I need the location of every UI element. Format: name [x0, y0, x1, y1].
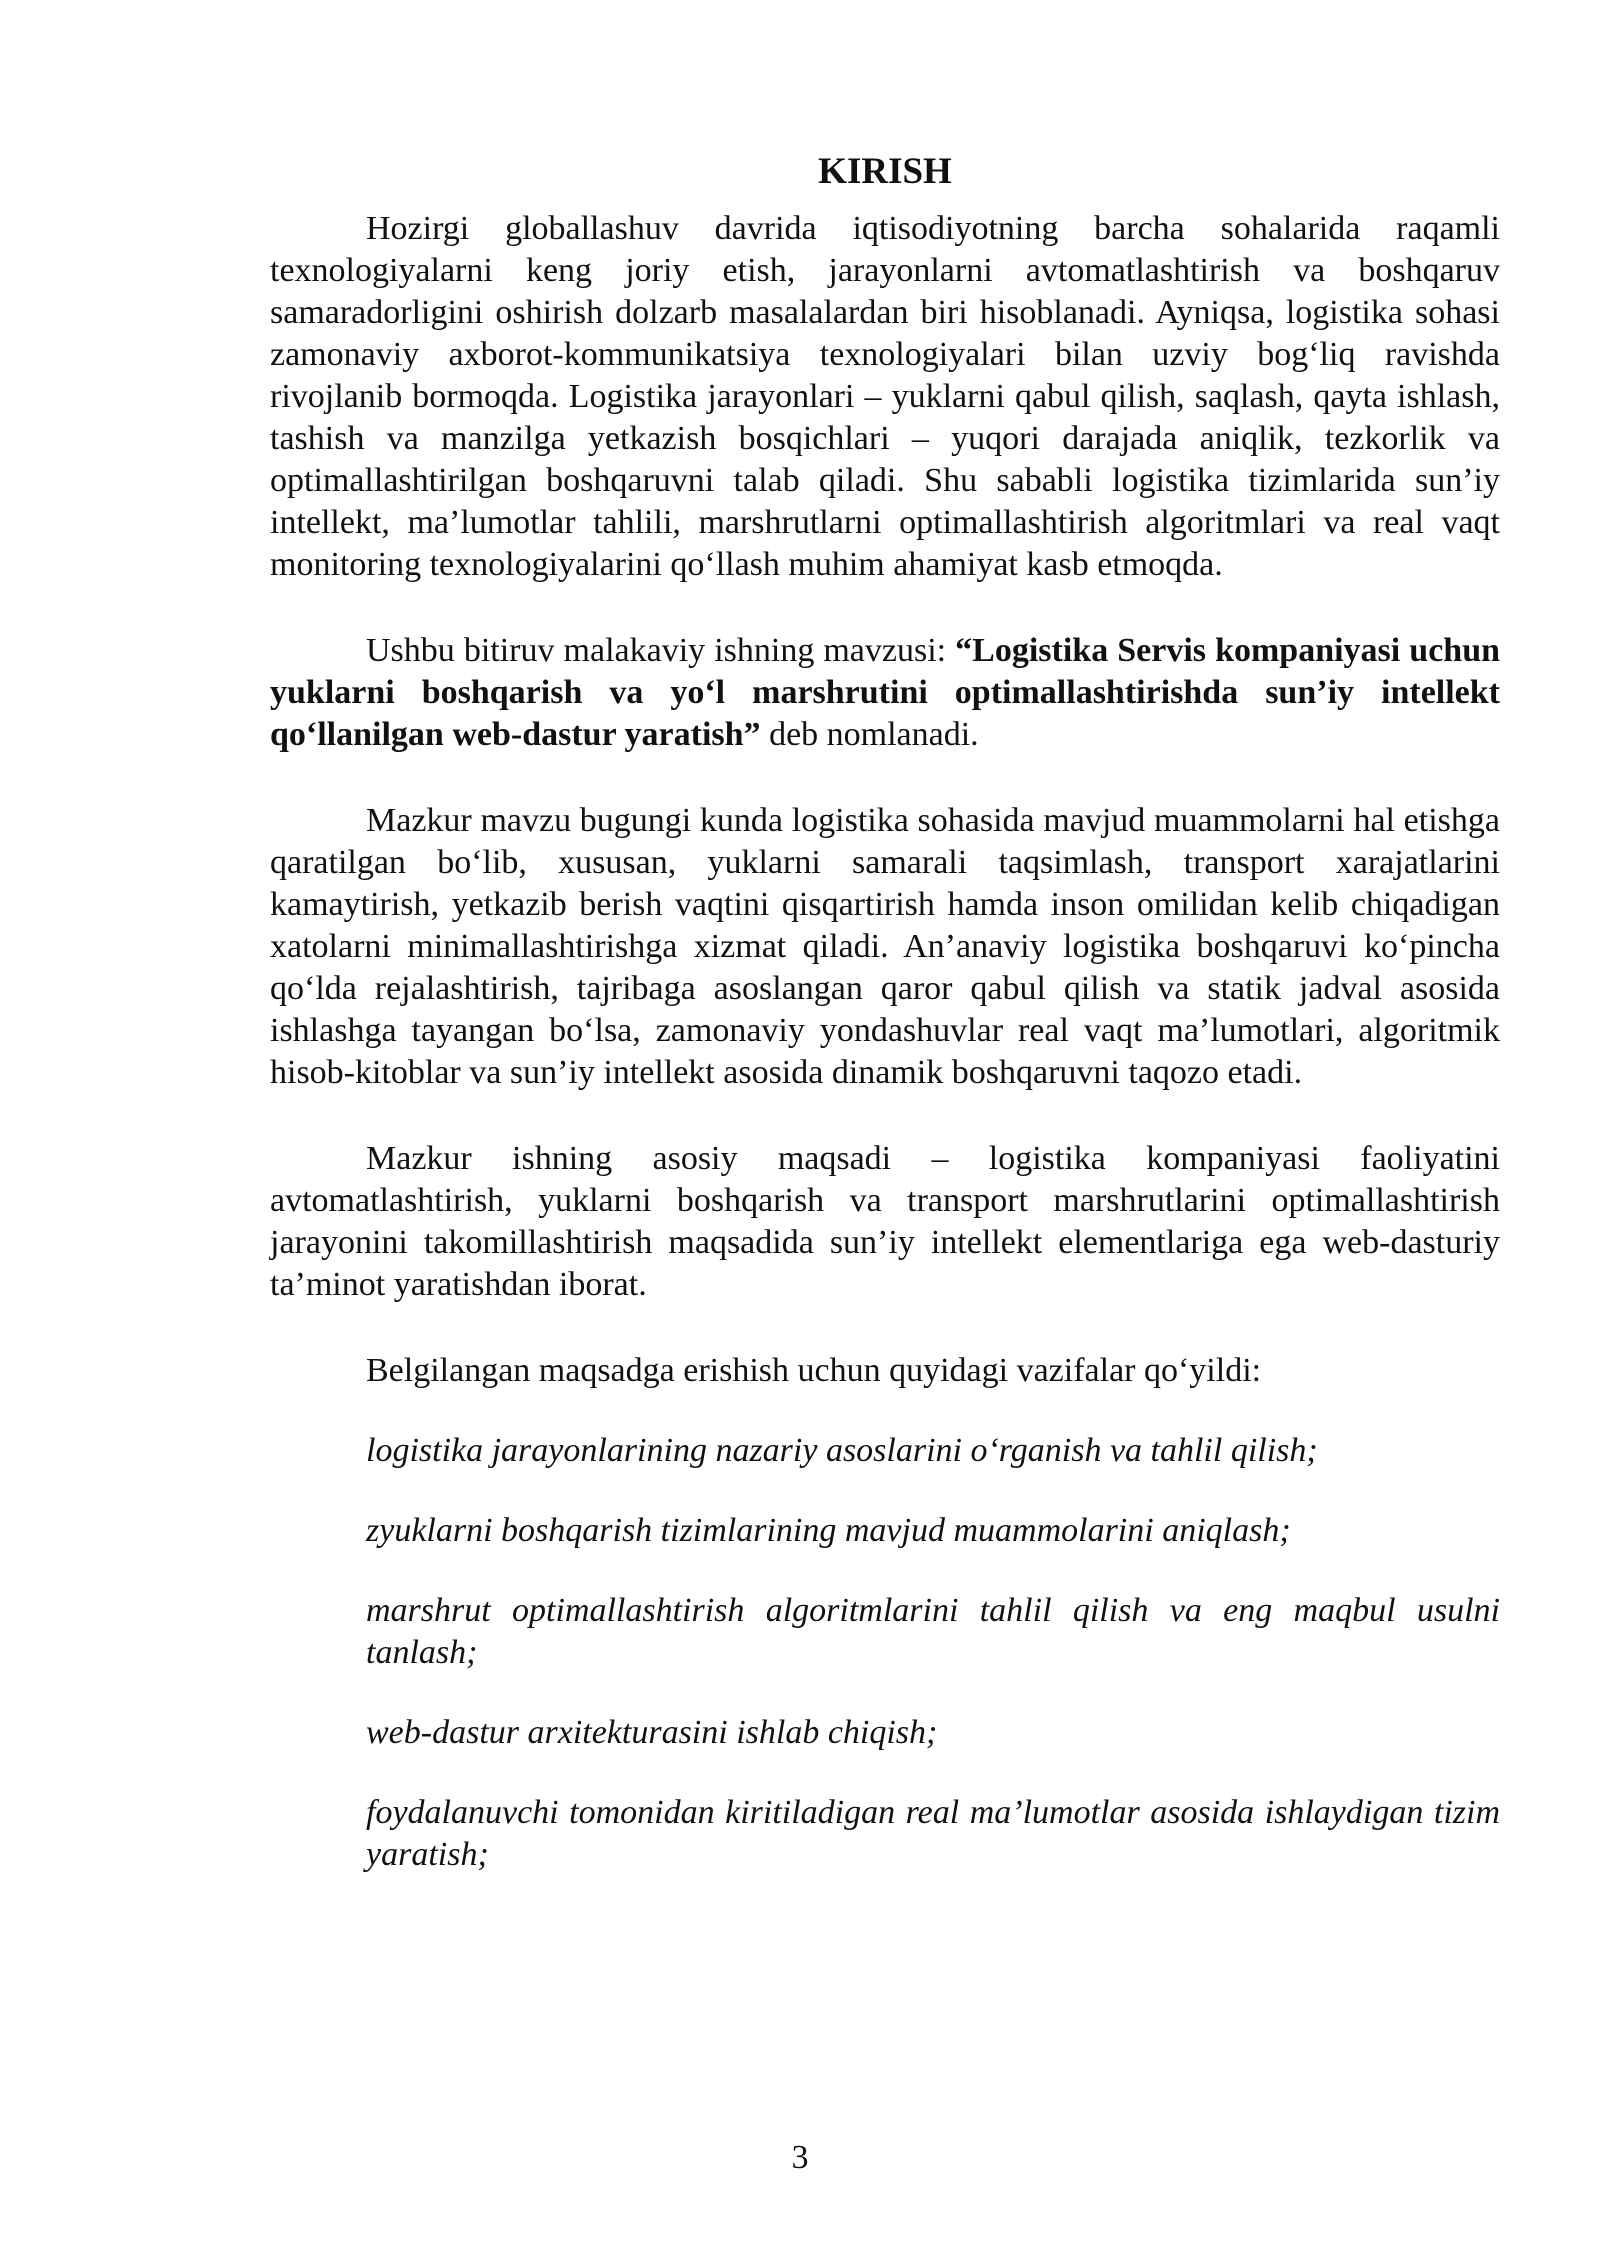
paragraph-goal: Mazkur ishning asosiy maqsadi – logistika kompaniyasi faoliyatini avtomatlashtirish, yuklarni boshqarish va transport marshrutlarini optimallashtirish jarayonini takomillashtirish maqsadida sun’iy intellekt elementlariga ega web-dasturiy ta’minot yaratishdan iborat. [270, 1140, 1500, 1303]
paragraph-intro: Hozirgi globallashuv davrida iqtisodiyotning barcha sohalarida raqamli texnologiyalarni keng joriy etish, jarayonlarni avtomatlashtirish va boshqaruv samaradorligini oshirish dolzarb masalalardan biri hisoblanadi. Ayniqsa, logistika sohasi zamonaviy axborot-kommunikatsiya texnologiyalari bilan uzviy bog‘liq ravishda rivojlanib bormoqda. Logistika jarayonlari – yuklarni qabul qilish, saqlash, qayta ishlash, tashish va manzilga yetkazish bosqichlari – yuqori darajada aniqlik, tezkorlik va optimallashtirilgan boshqaruvni talab qiladi. Shu sababli logistika tizimlarida sun’iy intellekt, ma’lumotlar tahlili, marshrutlarni optimallashtirish algoritmlari va real vaqt monitoring texnologiyalarini qo‘llash muhim ahamiyat kasb etmoqda. [270, 210, 1500, 583]
task-item: marshrut optimallashtirish algoritmlarini tahlil qilish va eng maqbul usulni tanlash; [366, 1592, 1500, 1671]
paragraph-topic [270, 630, 1500, 756]
task-item: logistika jarayonlarining nazariy asoslarini o‘rganish va tahlil qilish; [366, 1432, 1318, 1469]
topic-suffix: deb nomlanadi. [760, 716, 979, 753]
page-title: KIRISH [818, 151, 952, 192]
task-item: zyuklarni boshqarish tizimlarining mavjud muammolarini aniqlash; [366, 1512, 1291, 1549]
document-page [270, 150, 1500, 1914]
topic-title: “Logistika Servis kompaniyasi uchun yuklarni boshqarish va yo‘l marshrutini optimallashtirishda sun’iy intellekt qo‘llanilgan web-dastur yaratish” [270, 632, 1501, 753]
task-item: foydalanuvchi tomonidan kiritiladigan real ma’lumotlar asosida ishlaydigan tizim yaratish; [366, 1794, 1500, 1873]
page-number: 3 [791, 2139, 809, 2176]
topic-prefix: Ushbu bitiruv malakaviy ishning mavzusi: [366, 632, 956, 669]
paragraph-relevance: Mazkur mavzu bugungi kunda logistika sohasida mavjud muammolarni hal etishga qaratilgan bo‘lib, xususan, yuklarni samarali taqsimlash, transport xarajatlarini kamaytirish, yetkazib berish vaqtini qisqartirish hamda inson omilidan kelib chiqadigan xatolarni minimallashtirishga xizmat qiladi. An’anaviy logistika boshqaruvi ko‘pincha qo‘lda rejalashtirish, tajribaga asoslangan qaror qabul qilish va statik jadval asosida ishlashga tayangan bo‘lsa, zamonaviy yondashuvlar real vaqt ma’lumotlari, algoritmik hisob-kitoblar va sun’iy intellekt asosida dinamik boshqaruvni taqozo etadi. [270, 802, 1500, 1091]
task-item: web-dastur arxitekturasini ishlab chiqish; [366, 1714, 938, 1751]
tasks-intro: Belgilangan maqsadga erishish uchun quyidagi vazifalar qo‘yildi: [366, 1352, 1262, 1389]
